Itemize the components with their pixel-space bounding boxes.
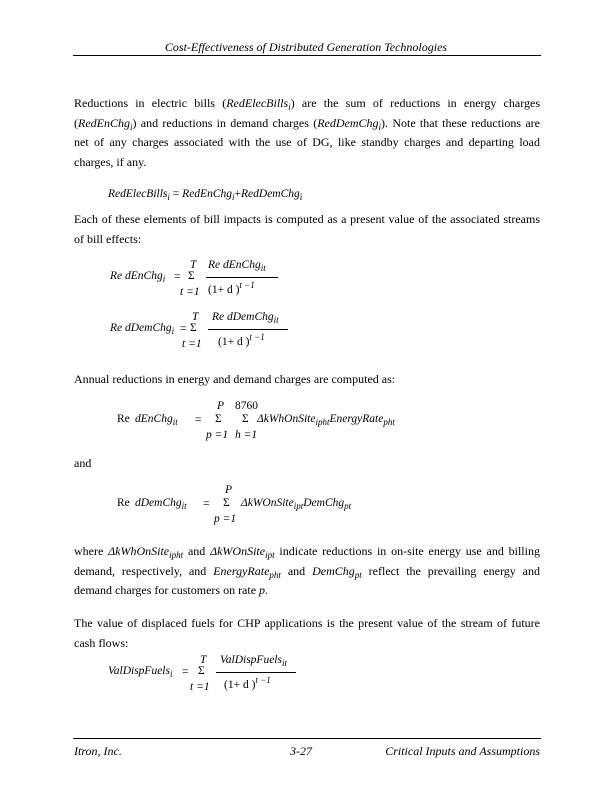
header-rule [73, 55, 541, 56]
paragraph-bill-impacts: Each of these elements of bill impacts is computed as a present value of the associated streams of bill effects: [74, 212, 540, 246]
footer-page-number: 3-27 [290, 744, 312, 758]
paragraph-where: where ΔkWhOnSite$_{ipht}$ and ΔkWOnSite$_{ipt}$ indicate reductions in on-site energy use and billing demand, respectively, and EnergyRate$_{pht}$ and DemChg$_{pt}$ reflect the prevailing energy and demand charges for customers on rate p. [74, 544, 540, 597]
footer-rule [73, 738, 541, 739]
paragraph-bill-reductions: Reductions in electric bills (RedElecBills$_i$) are the sum of reductions in energy charges (RedEnChg$_i$) and reductions in demand charges (RedDemChg$_i$). Note that these reductions are net of any charges associated with the use of DG, like standby charges and departing load charges, if any. [74, 96, 541, 169]
paragraph-annual-reductions: Annual reductions in energy and demand charges are computed as: [74, 372, 396, 386]
footer-company: Itron, Inc. [74, 744, 122, 758]
document-page: Cost-Effectiveness of Distributed Generation Technologies Reductions in electric bills (RedElecBills$_i$) are the sum of reductions in energy charges (RedEnChg$_i$) and reductions in demand charges (RedDemChg$_i$). Note that these reductions are net of any charges associated with the use of DG, like standby charges and departing load charges, if any. RedElecBills$_i$ = RedEnChg$_i$+RedDemChg$_i$ Each of these elements of bill impacts is computed as a present value of the associated streams of bill effects: Re dEnChg$_i$ = T Σ t =1 Re dEnChg$_{it}$ (1+ d )$^{t -1}$ Re dDemChg$_i$ = T Σ t =1 Re dDemChg$_{it}$ (1+ d )$^{t -1}$ Annual reductions in energy and demand charges are computed as: Re dEnChg$_{it}$ = P Σ p =1 8760 Σ h =1 ΔkWhOnSite$_{ipht}$EnergyRate$_{pht}$ and Re dDemChg$_{it}$ = P Σ p =1 ΔkWOnSite$_{ipt}$DemChg$_{pt}$ where ΔkWhOnSite$_{ipht}$ and ΔkWOnSite$_{ipt}$ indicate reductions in on-site energy use and billing demand, respectively, and EnergyRate$_{pht}$ and DemChg$_{pt}$ reflect the prevailing energy and demand charges for customers on rate p. The value of displaced fuels for CHP applications is the present value of the stream of future cash flows: ValDispFuels$_i$ = T Σ t =1 ValDispFuels$_{it}$ (1+ d )$^{t -1}$ Itron, Inc. 3-27 Critical Inputs and Assumptions [0, 0, 612, 792]
text-and: and [74, 456, 92, 470]
paragraph-displaced-fuels: The value of displaced fuels for CHP applications is the present value of the stream of future cash flows: [74, 616, 540, 650]
footer-section: Critical Inputs and Assumptions [385, 744, 540, 758]
running-header: Cost-Effectiveness of Distributed Generation Technologies [164, 40, 448, 54]
